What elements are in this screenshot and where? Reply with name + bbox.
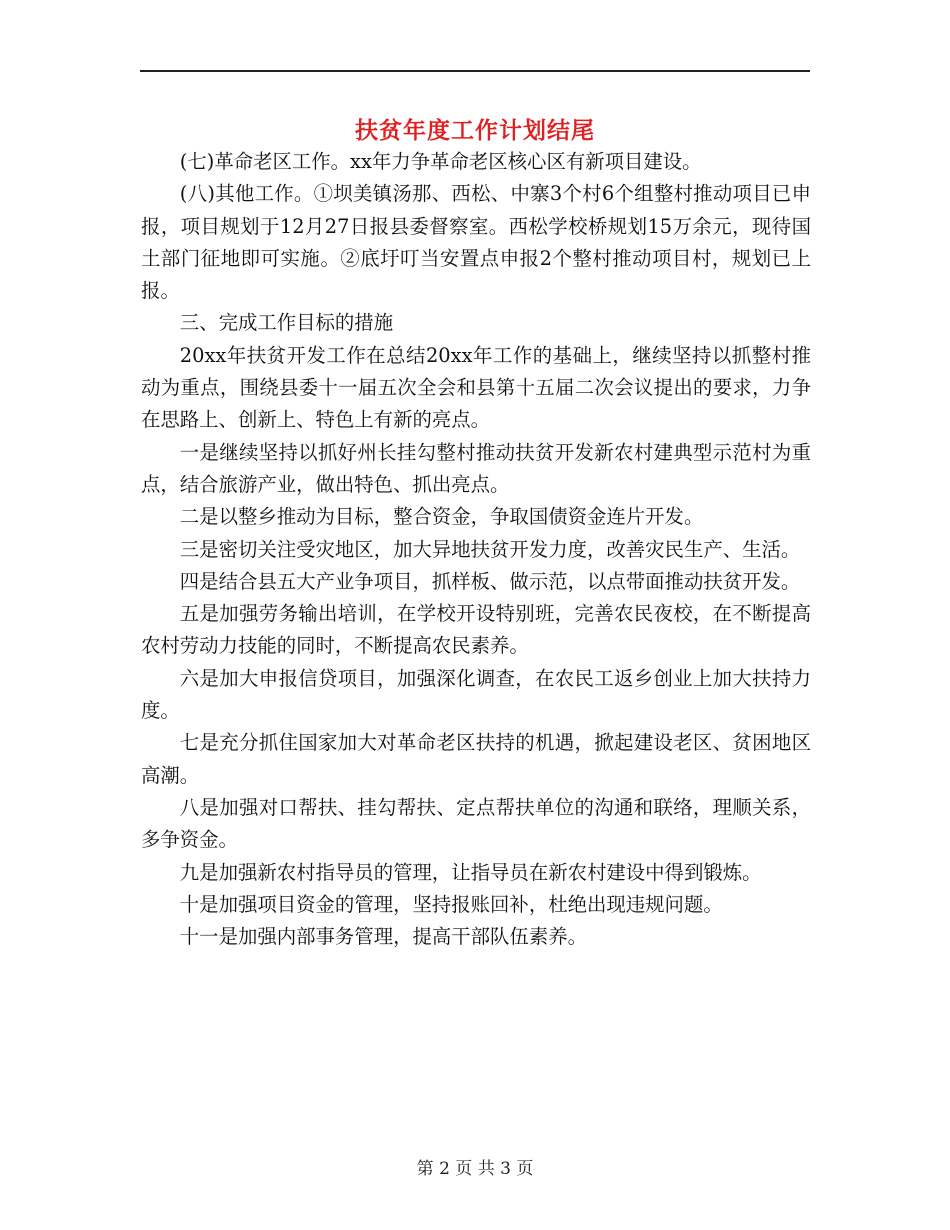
page-number-footer: 第 2 页 共 3 页 bbox=[416, 1159, 534, 1179]
paragraph: 十是加强项目资金的管理，坚持报账回补，杜绝出现违规问题。 bbox=[179, 892, 723, 916]
paragraph: 二是以整乡推动为目标，整合资金，争取国债资金连片开发。 bbox=[179, 505, 704, 529]
paragraph: (八)其他工作。①坝美镇汤那、西松、中寨3个村6个组整村推动项目已申报，项目规划于12月27日报县委督察室。西松学校桥规划15万余元，现待国土部门征地即可实施。②底圩叮当安置点申报2个整村推动项目村，规划已上报。 bbox=[141, 182, 811, 303]
header-rule bbox=[140, 70, 810, 72]
paragraph: 八是加强对口帮扶、挂勾帮扶、定点帮扶单位的沟通和联络，理顺关系，多争资金。 bbox=[141, 795, 811, 852]
document-title: 扶贫年度工作计划结尾 bbox=[355, 118, 595, 144]
paragraph: 四是结合县五大产业争项目，抓样板、做示范，以点带面推动扶贫开发。 bbox=[179, 569, 801, 593]
paragraph: (七)革命老区工作。xx年力争革命老区核心区有新项目建设。 bbox=[179, 150, 702, 173]
paragraph: 六是加大申报信贷项目，加强深化调查，在农民工返乡创业上加大扶持力度。 bbox=[141, 666, 811, 723]
paragraph: 五是加强劳务输出培训，在学校开设特别班，完善农民夜校，在不断提高农村劳动力技能的同时，不断提高农民素养。 bbox=[141, 602, 811, 658]
section-heading: 三、完成工作目标的措施 bbox=[179, 311, 394, 335]
paragraph: 一是继续坚持以抓好州长挂勾整村推动扶贫开发新农村建典型示范村为重点，结合旅游产业，做出特色、抓出亮点。 bbox=[141, 440, 811, 496]
paragraph: 九是加强新农村指导员的管理，让指导员在新农村建设中得到锻炼。 bbox=[179, 860, 762, 884]
paragraph: 七是充分抓住国家加大对革命老区扶持的机遇，掀起建设老区、贫困地区高潮。 bbox=[141, 731, 811, 787]
paragraph: 三是密切关注受灾地区，加大异地扶贫开发力度，改善灾民生产、生活。 bbox=[179, 537, 801, 561]
paragraph: 十一是加强内部事务管理，提高干部队伍素养。 bbox=[179, 925, 587, 949]
document-body bbox=[141, 146, 811, 953]
paragraph: 20xx年扶贫开发工作在总结20xx年工作的基础上，继续坚持以抓整村推动为重点，围绕县委十一届五次全会和县第十五届二次会议提出的要求，力争在思路上、创新上、特色上有新的亮点。 bbox=[141, 343, 811, 432]
